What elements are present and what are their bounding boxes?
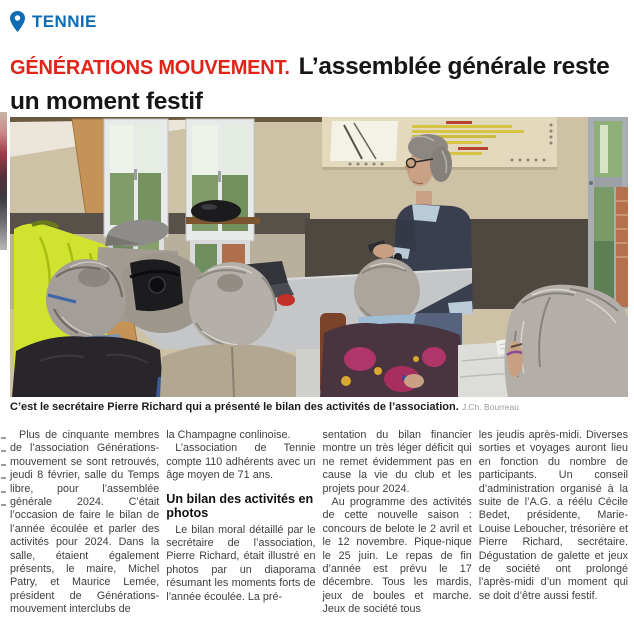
hand	[404, 374, 424, 388]
meeting-room-photo	[10, 117, 628, 397]
paragraph: Au programme des activités de cette nouvelle saison : concours de belote le 2 avril et le 12 novembre. Pique-nique le 25 juin. Le repas de fin d’année est prévu le 17 décembre. Tous les mardis, jeux de boules et marche. Jeux de société tous	[322, 496, 472, 616]
article-headline	[10, 48, 618, 117]
glazed-door	[588, 117, 628, 309]
projected-chart	[330, 121, 398, 161]
photo-credit: J.Ch. Bourreau	[461, 402, 519, 412]
adjacent-photo-crop-sliver	[0, 112, 7, 250]
table-front-gap	[296, 349, 322, 397]
gray-bob-head	[354, 258, 420, 324]
article-body	[10, 429, 628, 617]
paragraph: Le bilan moral détaillé par le secrétaire de l’association, Pierre Richard, était illustré en photos par un diaporama résumant les moments forts de l’année écoulée. La pré-	[166, 523, 316, 603]
presenter-shirt-collar	[412, 204, 440, 222]
article-kicker: GÉNÉRATIONS MOUVEMENT.	[10, 57, 290, 79]
column-4	[479, 429, 628, 617]
red-mouse	[277, 294, 295, 306]
paragraph: la Champagne conlinoise.	[166, 429, 291, 441]
woman-foreground-right	[504, 285, 628, 397]
paragraph: les jeudis après-midi. Diverses sorties et voyages auront lieu en fonction du nombre de participants. Un conseil d’administration organisé à la suite de l’A.G. a réélu Cécile Bedet, présidente, Marie-Louise Leboucher, trésorière et Pierre Richard, secrétaire. Dégustation de galette et jeux de société ont prolongé l’après-midi d’un moment qui se doit d’être aussi festif.	[478, 429, 628, 602]
black-sweater	[12, 336, 164, 397]
column-3	[323, 429, 472, 617]
adjacent-text-crop-sliver	[0, 437, 8, 517]
column-2	[166, 429, 315, 617]
subheading: Un bilan des activités en photos	[166, 491, 314, 521]
paragraph: Plus de cinquante membres de l’association Générations-mouvement se sont retrouvés, jeudi 8 février, salle du Temps libre, pour l’assemblée générale 2024. C’était l’occasion de faire le bilan de l’année écoulée et parler des activités pour 2024. Dans la salle, étaient également présents, le maire, Michel Patry, et Maurice Lemée, président de Générations-mouvement interclubs de	[10, 429, 160, 616]
photo-caption: C’est le secrétaire Pierre Richard qui a présenté le bilan des activités de l’association.	[10, 401, 459, 413]
location-pin-icon	[10, 11, 25, 32]
paragraph: L’association de Tennie compte 110 adhérents avec un âge moyen de 71 ans.	[166, 442, 316, 482]
article-title: L’assemblée générale reste un moment festif	[10, 53, 610, 115]
khaki-jacket	[160, 344, 302, 397]
location-label: TENNIE	[32, 11, 97, 31]
presenter-neck	[416, 191, 432, 205]
masthead	[10, 11, 97, 32]
column-1	[10, 429, 159, 617]
photo-caption-row	[10, 401, 628, 414]
presenter-hand	[373, 244, 395, 258]
paragraph: sentation du bilan financier montre un très léger déficit qui ne remet évidemment pas en cause la vie du club et les projets pour 2024.	[322, 429, 472, 495]
article-photo	[10, 117, 628, 397]
